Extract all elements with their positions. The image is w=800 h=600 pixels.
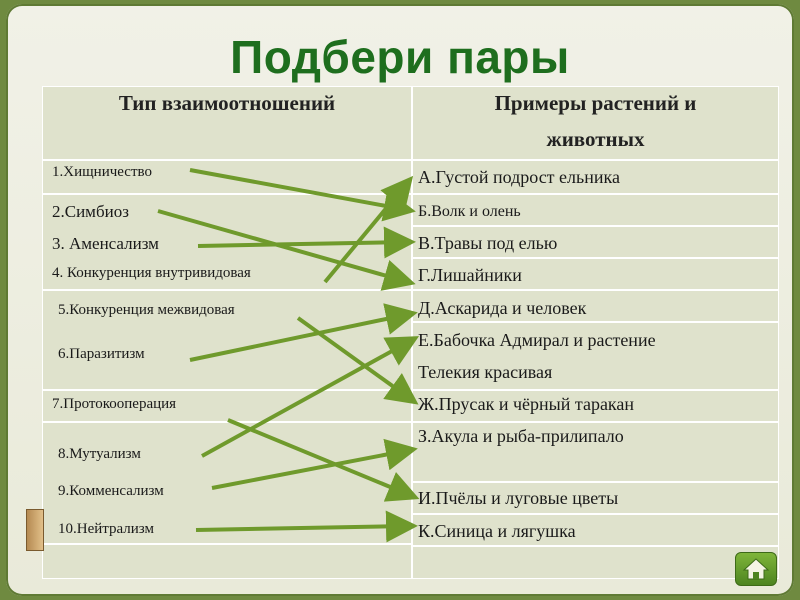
right-item-e-line1: Е.Бабочка Адмирал и растение — [418, 330, 656, 350]
right-item-z: З.Акула и рыба-прилипало — [418, 426, 624, 446]
left-item-7: 7.Протокооперация — [52, 396, 177, 412]
arrow-8 — [202, 340, 412, 456]
side-decoration — [26, 509, 44, 551]
right-item-b: Б.Волк и олень — [418, 203, 521, 220]
left-item-10: 10.Нейтрализм — [58, 521, 155, 537]
home-button[interactable] — [735, 552, 777, 586]
page-title: Подбери пары — [230, 31, 570, 83]
arrow-2 — [158, 211, 408, 282]
header-right-line2: животных — [546, 127, 645, 151]
arrow-7 — [228, 420, 412, 496]
left-item-6: 6.Паразитизм — [58, 346, 145, 362]
header-left: Тип взаимоотношений — [118, 91, 336, 115]
right-item-d: Д.Аскарида и человек — [418, 298, 587, 318]
right-item-i: И.Пчёлы и луговые цветы — [418, 488, 619, 508]
home-icon — [736, 553, 776, 585]
left-item-9: 9.Комменсализм — [58, 483, 164, 499]
left-item-3: 3. Аменсализм — [52, 234, 159, 253]
right-item-a: А.Густой подрост ельника — [418, 167, 620, 187]
arrow-5 — [298, 318, 412, 400]
right-item-g: Г.Лишайники — [418, 265, 522, 285]
left-item-5: 5.Конкуренция межвидовая — [58, 302, 235, 318]
arrow-1 — [190, 170, 408, 210]
left-item-1: 1.Хищничество — [52, 164, 152, 180]
arrow-3 — [198, 242, 408, 246]
left-item-2: 2.Симбиоз — [52, 202, 129, 221]
right-item-v: В.Травы под елью — [418, 233, 558, 253]
right-item-e-line2: Телекия красивая — [418, 362, 553, 382]
header-right-line1: Примеры растений и — [494, 91, 697, 115]
right-item-zh: Ж.Прусак и чёрный таракан — [418, 394, 635, 414]
left-item-8: 8.Мутуализм — [58, 446, 141, 462]
right-item-k: К.Синица и лягушка — [418, 521, 576, 541]
left-item-4: 4. Конкуренция внутривидовая — [52, 265, 251, 281]
arrow-10 — [196, 526, 410, 530]
